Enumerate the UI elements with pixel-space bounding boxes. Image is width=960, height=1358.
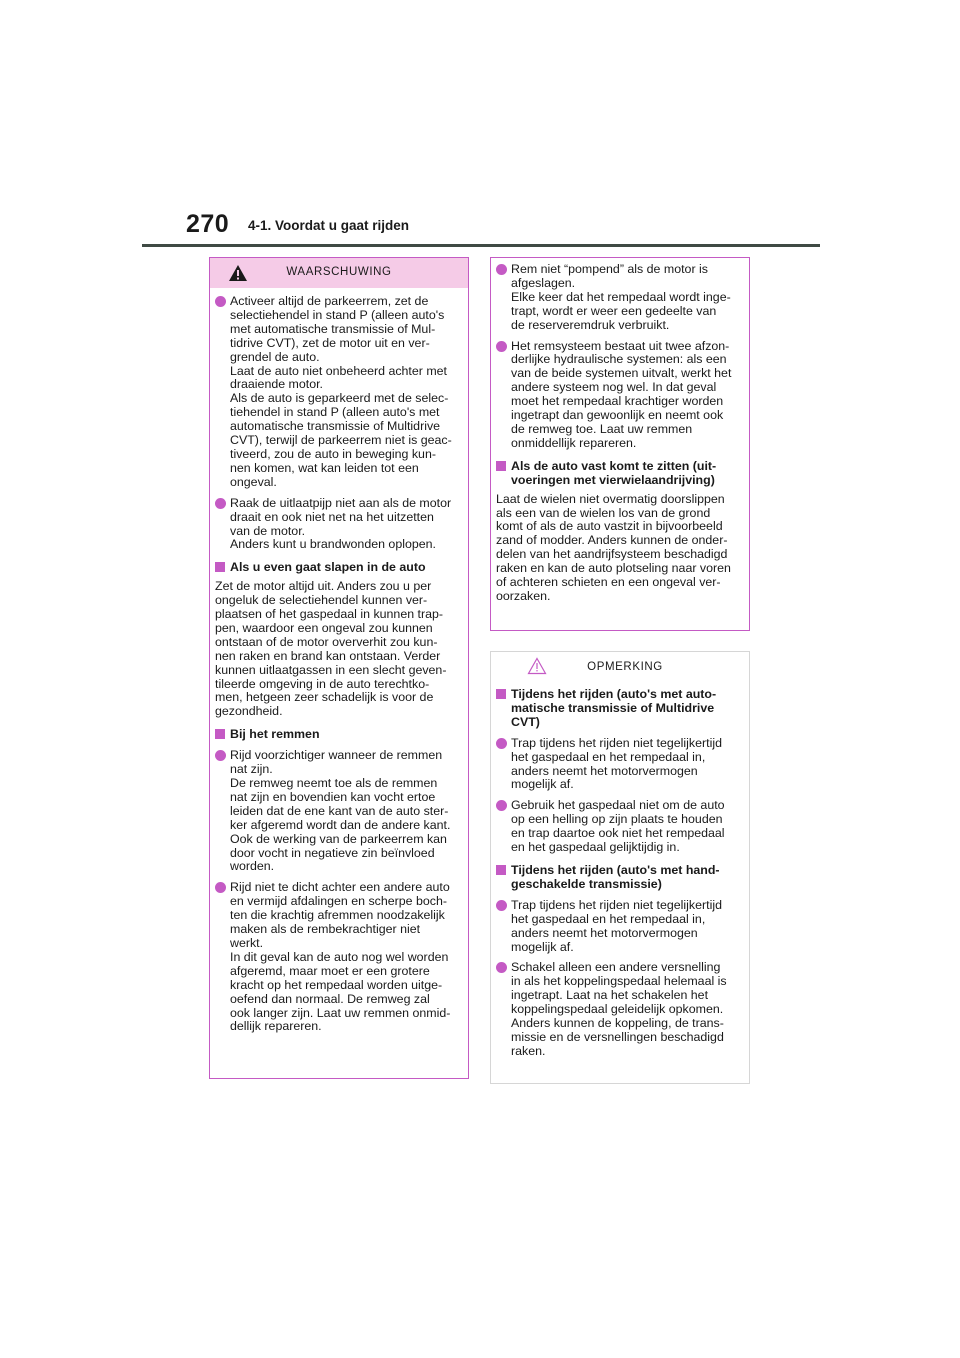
square-bullet-icon [496,689,506,699]
bullet-text: Rem niet “pompend” als de motor is afgeslagen. Elke keer dat het rempedaal wordt inge- trapt, wordt er weer een gedeelte van de reserveremdruk verbruikt. [511,262,731,332]
bullet-text: Gebruik het gaspedaal niet om de auto op een helling op zijn plaats te houden en trap daartoe ook niet het rempedaal en het gaspedaal gelijktijdig in. [511,798,725,855]
square-bullet-icon [215,562,225,572]
bullet-dot-icon [215,882,226,893]
notice-bullet [496,961,743,1058]
subheading [496,864,743,892]
warning-bullet [215,881,462,1034]
notice-bullet [496,799,743,855]
subheading-text: Bij het remmen [230,727,320,742]
bullet-text: Raak de uitlaatpijp niet aan als de motor draait en ook niet net na het uitzetten van de motor. Anders kunt u brandwonden oplopen. [230,495,452,552]
warning-box [209,257,469,1079]
bullet-text: Trap tijdens het rijden niet tegelijkertijd het gaspedaal en het rempedaal in, anders neemt het motorvermogen mogelijk af. [511,735,722,792]
square-bullet-icon [215,729,225,739]
notice-box [490,651,750,1084]
warning-box-continued [490,257,750,631]
paragraph: Laat de wielen niet overmatig doorslippen als een van de wielen los van de grond komt of als de auto vastzit in bijvoorbeeld zand of modder. Anders kunnen de onder- delen van het aandrijfsysteem beschadigd raken en kan de auto plotseling naar voren of achteren schieten en een ongeval ver- oorzaken. [496,491,731,603]
paragraph: Zet de motor altijd uit. Anders zou u per ongeluk de selectiehendel kunnen ver- plaatsen of het gaspedaal in kunnen trap- pen, waardoor een ongeval zou kunnen ontstaan of de motor oververhit zou kun- nen raken en brand kan ontstaan. Verder kunnen uitlaatgassen in een slecht geven- tileerde omgeving in de auto terechtko- men, hetgeen zeer schadelijk is voor de gezondheid. [215,579,447,719]
section-title: 4-1. Voordat u gaat rijden [248,218,410,233]
subheading [215,728,462,742]
notice-header [491,652,749,688]
warning-bullet [496,263,743,333]
warning-bullet [215,497,462,553]
bullet-text: Schakel alleen een andere versnelling in als het koppelingspedaal helemaal is ingetrapt. Laat na het schakelen het koppelingspedaal geleidelijk opkomen. Anders kunnen de koppeling, de trans- missie en de versnellingen beschadigd raken. [511,960,727,1058]
warning-header [210,258,468,288]
subheading-text: Tijdens het rijden (auto's met auto- matische transmissie of Multidrive CVT) [511,687,717,729]
subheading-text: Als de auto vast komt te zitten (uit- voeringen met vierwielaandrijving) [511,458,717,487]
subheading [496,688,743,730]
bullet-text: Rijd voorzichtiger wanneer de remmen nat zijn. De remweg neemt toe als de remmen nat zijn en bovendien kan vocht ertoe leiden dat de ene kant van de auto ster- ker afgeremd wordt dan de andere kant. Ook de werking van de parkeerrem kan door vocht in negatieve zin beïnvloed worden. [230,748,451,874]
square-bullet-icon [496,461,506,471]
bullet-text: Rijd niet te dicht achter een andere auto en vermijd afdalingen en scherpe boch- ten die krachtig afremmen noodzakelijk maken als de rembekrachtiger niet werkt. In dit geval kan de auto nog wel worden afgeremd, maar moet er een grotere kracht op het rempedaal worden uitge- oefend dan normaal. De remweg zal ook langer zijn. Laat uw remmen onmid- dellijk repareren. [230,880,451,1034]
bullet-dot-icon [215,750,226,761]
bullet-dot-icon [215,498,226,509]
bullet-text: Trap tijdens het rijden niet tegelijkertijd het gaspedaal en het rempedaal in, anders neemt het motorvermogen mogelijk af. [511,897,722,954]
warning-bullet [215,295,462,490]
header-rule [142,244,820,247]
bullet-text: Activeer altijd de parkeerrem, zet de selectiehendel in stand P (alleen auto's met automatische transmissie of Mul- tidrive CVT), zet de motor uit en ver- grendel de auto. Laat de auto niet onbeheerd achter met draaiende motor. Als de auto is geparkeerd met de selec- tiehendel in stand P (alleen auto's met automatische transmissie of Multidrive CVT), terwijl de parkeerrem niet is geac- tiveerd, zou de auto in beweging kun- nen komen, wat kan leiden tot een ongeval. [230,294,452,489]
warning-bullet [215,749,462,874]
warning-title: WAARSCHUWING [286,266,392,278]
notice-bullet [496,737,743,793]
warning-bullet [496,340,743,451]
bullet-dot-icon [215,296,226,307]
bullet-dot-icon [496,264,507,275]
subheading [496,460,743,488]
page-number: 270 [186,210,230,238]
bullet-text: Het remsysteem bestaat uit twee afzon- derlijke hydraulische systemen: als een van de beide systemen uitvalt, werkt het andere systeem nog wel. In dat geval moet het rempedaal krachtiger worden ingetrapt dan gewoonlijk en neemt ook de remweg toe. Laat uw remmen onmiddellijk repareren. [511,338,732,450]
bullet-dot-icon [496,800,507,811]
notice-bullet [496,899,743,955]
bullet-dot-icon [496,341,507,352]
subheading-text: Als u even gaat slapen in de auto [230,560,426,575]
subheading-text: Tijdens het rijden (auto's met hand- geschakelde transmissie) [511,862,720,891]
bullet-dot-icon [496,962,507,973]
square-bullet-icon [496,865,506,875]
bullet-dot-icon [496,900,507,911]
subheading [215,561,462,575]
bullet-dot-icon [496,738,507,749]
notice-title: OPMERKING [587,661,663,673]
